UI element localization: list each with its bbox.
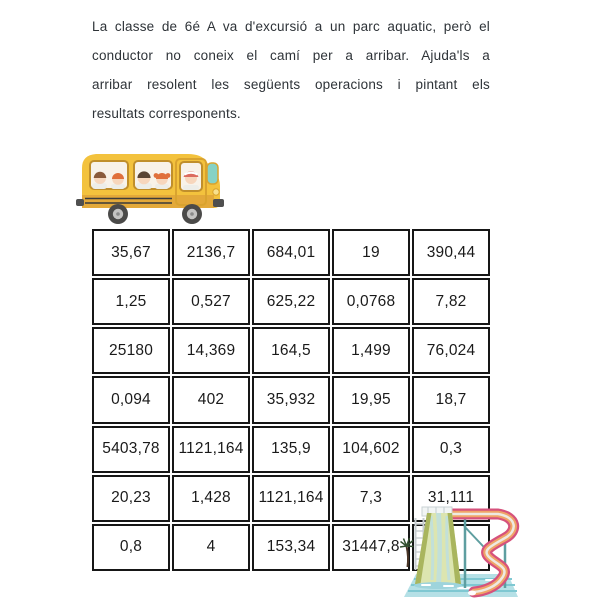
grid-cell-r2c3[interactable]: 625,22 [252,278,330,325]
grid-cell-r3c5[interactable]: 76,024 [412,327,490,374]
grid-cell-r3c3[interactable]: 164,5 [252,327,330,374]
water-slides-illustration [398,504,523,600]
grid-cell-r7c1[interactable]: 0,8 [92,524,170,571]
grid-cell-r2c1[interactable]: 1,25 [92,278,170,325]
grid-cell-r5c1[interactable]: 5403,78 [92,426,170,473]
grid-cell-r4c5[interactable]: 18,7 [412,376,490,423]
grid-cell-r7c4[interactable]: 31447,8 [332,524,410,571]
grid-cell-r1c5[interactable]: 390,44 [412,229,490,276]
instructions-line-4: resultats corresponents. [92,106,241,121]
grid-cell-r3c2[interactable]: 14,369 [172,327,250,374]
grid-cell-r4c4[interactable]: 19,95 [332,376,410,423]
grid-cell-r7c3[interactable]: 153,34 [252,524,330,571]
grid-cell-r2c5[interactable]: 7,82 [412,278,490,325]
grid-cell-r6c3[interactable]: 1121,164 [252,475,330,522]
instructions-line-2: conductor no coneix el camí per a arribar. Ajuda'ls a [92,48,490,63]
grid-cell-r5c5[interactable]: 0,3 [412,426,490,473]
instructions-line-1: La classe de 6é A va d'excursió a un parc aquatic, però el [92,19,490,34]
grid-cell-r4c1[interactable]: 0,094 [92,376,170,423]
grid-cell-r5c3[interactable]: 135,9 [252,426,330,473]
grid-cell-r5c4[interactable]: 104,602 [332,426,410,473]
grid-cell-r3c1[interactable]: 25180 [92,327,170,374]
grid-cell-r6c2[interactable]: 1,428 [172,475,250,522]
grid-cell-r6c4[interactable]: 7,3 [332,475,410,522]
grid-cell-r1c4[interactable]: 19 [332,229,410,276]
grid-cell-r6c5[interactable]: 31,111 [412,475,490,522]
grid-cell-r2c4[interactable]: 0,0768 [332,278,410,325]
grid-cell-r4c3[interactable]: 35,932 [252,376,330,423]
grid-cell-r1c2[interactable]: 2136,7 [172,229,250,276]
grid-cell-r5c2[interactable]: 1121,164 [172,426,250,473]
school-bus-icon [74,148,226,228]
school-bus-illustration [74,148,226,228]
grid-cell-r4c2[interactable]: 402 [172,376,250,423]
grid-cell-r2c2[interactable]: 0,527 [172,278,250,325]
grid-cell-r1c3[interactable]: 684,01 [252,229,330,276]
grid-cell-r1c1[interactable]: 35,67 [92,229,170,276]
instructions-line-3: arribar resolent les següents operacions i pintant els [92,77,490,92]
grid-cell-r7c2[interactable]: 4 [172,524,250,571]
instructions-paragraph [92,12,490,128]
grid-cell-r6c1[interactable]: 20,23 [92,475,170,522]
grid-cell-r3c4[interactable]: 1,499 [332,327,410,374]
